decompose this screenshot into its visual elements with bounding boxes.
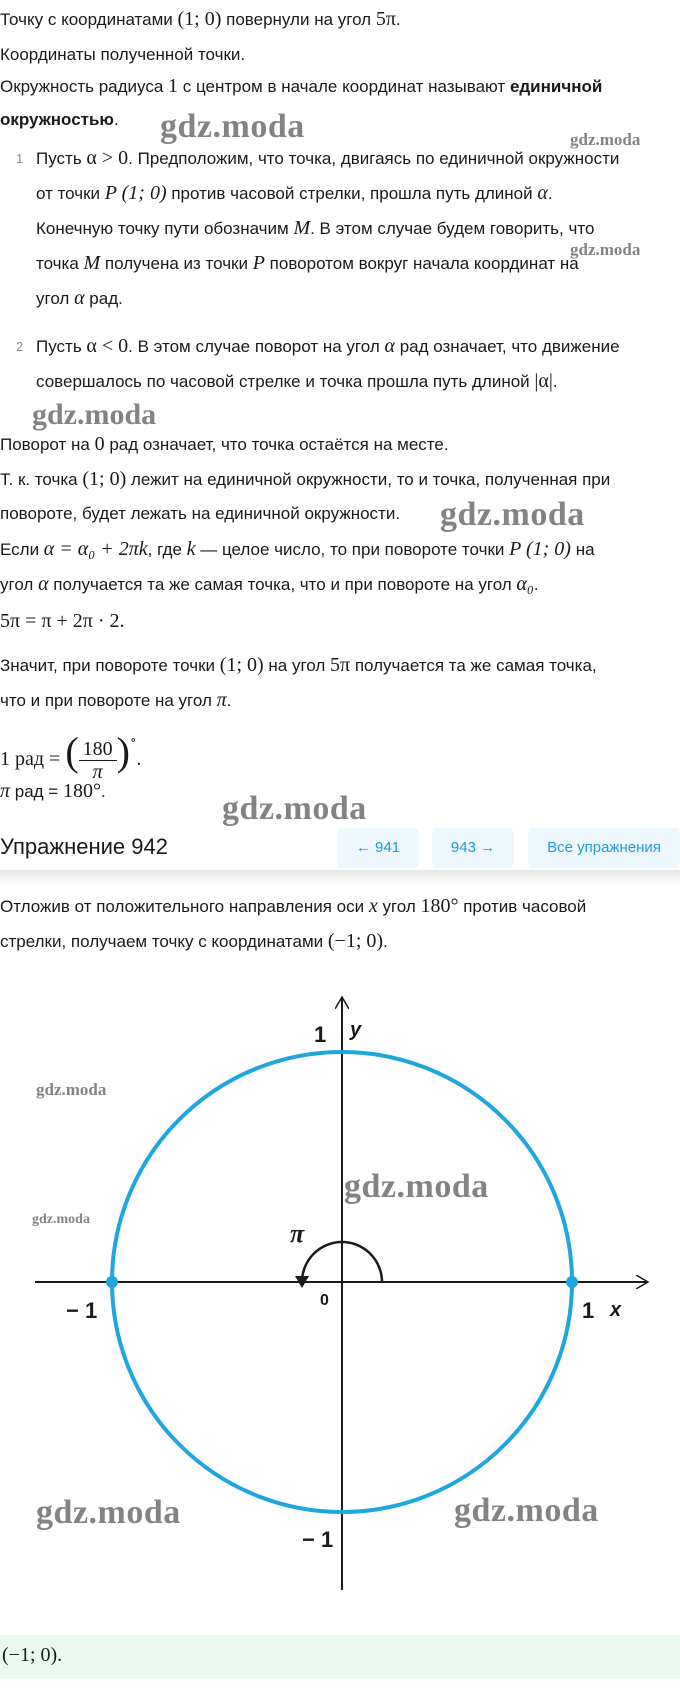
theory-para-3: повороте, будет лежать на единичной окружности. <box>0 504 401 523</box>
text: Т. к. точка <box>0 470 83 489</box>
theory-para-6 <box>0 652 597 679</box>
text: совершалось по часовой стрелке и точка прошла путь длиной <box>36 372 535 391</box>
math: 5π <box>330 654 351 676</box>
text: Поворот на <box>0 435 95 454</box>
x-neg-label: − 1 <box>66 1298 98 1323</box>
x-pos-label: 1 <box>582 1298 595 1323</box>
theory-line-2: Координаты полученной точки. <box>0 45 246 64</box>
text: . В этом случае будем говорить, что <box>310 219 595 238</box>
math: P <box>252 252 265 274</box>
theory-para-4 <box>0 536 595 563</box>
math: x <box>368 895 378 917</box>
math: α <box>384 335 395 357</box>
watermark-logo: gdz.moda <box>570 240 641 259</box>
math: 0 <box>94 433 105 455</box>
math: (1; 0) <box>219 654 264 676</box>
solution-line-1 <box>0 893 586 920</box>
text: рад означает, что точка остаётся на месте. <box>104 435 449 454</box>
text: Пусть <box>36 149 87 168</box>
angle-label-pi: π <box>290 1219 305 1248</box>
y-pos-label: 1 <box>314 1022 327 1047</box>
solution-line-2 <box>0 928 388 955</box>
theory-para-7 <box>0 687 231 714</box>
theory-para-1 <box>0 431 449 458</box>
math: π <box>216 689 227 711</box>
text: против часовой стрелки, прошла путь длиной <box>166 184 538 203</box>
text: . <box>100 782 106 801</box>
watermark-logo: gdz.moda <box>344 1168 489 1205</box>
text: . <box>533 575 539 594</box>
item2-line-2 <box>36 368 558 395</box>
math: α <box>537 182 548 204</box>
text: . В этом случае поворот на угол <box>128 337 385 356</box>
math: α > 0 <box>86 147 129 169</box>
bold-term: окружностью <box>0 110 114 129</box>
watermark-logo: gdz.moda <box>160 108 305 145</box>
text: рад. <box>84 289 123 308</box>
text: рад = <box>10 782 63 801</box>
math: π <box>0 780 11 802</box>
theory-line-3 <box>0 73 602 100</box>
math: α <box>38 573 49 595</box>
text: точка <box>36 254 84 273</box>
math: M <box>293 217 311 239</box>
item1-line-1 <box>36 145 619 172</box>
text: что и при повороте на угол <box>0 691 217 710</box>
y-axis-label: y <box>350 1019 362 1041</box>
text: . <box>547 184 553 203</box>
text: . <box>552 372 558 391</box>
text: угол <box>0 575 39 594</box>
equation-1: 5π = π + 2π · 2. <box>0 610 125 632</box>
math: P (1; 0) <box>509 538 571 560</box>
next-exercise-button[interactable]: 943 → <box>432 828 514 868</box>
theory-para-2 <box>0 466 610 493</box>
theory-para-5 <box>0 571 539 598</box>
item1-line-4 <box>36 250 579 277</box>
watermark-logo: gdz.moda <box>454 1492 599 1529</box>
text: Отложив от положительного направления оси <box>0 897 369 916</box>
text: Пусть <box>36 337 87 356</box>
math: (−1; 0) <box>327 930 384 952</box>
math: P (1; 0) <box>104 182 167 204</box>
text: Точку с координатами <box>0 10 178 29</box>
point-minus1-0 <box>106 1276 118 1288</box>
origin-label: 0 <box>320 1292 329 1309</box>
text: — целое число, то при повороте точки <box>195 540 510 559</box>
text: против часовой <box>458 897 587 916</box>
bold-term: единичной <box>509 77 603 96</box>
y-neg-label: − 1 <box>302 1527 334 1552</box>
degree-symbol: ∘ <box>130 732 137 748</box>
math: k <box>186 538 196 560</box>
text: с центром в начале координат называют <box>178 77 510 96</box>
item1-line-5 <box>36 285 123 312</box>
list-number-2: 2 <box>16 339 24 354</box>
math: (1; 0) <box>177 8 222 30</box>
item1-line-2 <box>36 180 553 207</box>
math: 5π <box>375 8 396 30</box>
text: на <box>570 540 595 559</box>
answer-text: (−1; 0). <box>2 1644 63 1666</box>
watermark-logo: gdz.moda <box>440 496 585 533</box>
text: . <box>395 10 401 29</box>
text: лежит на единичной окружности, то и точка, полученная при <box>126 470 611 489</box>
answer-box <box>0 1635 680 1679</box>
math: α₀ <box>516 573 534 595</box>
text: стрелки, получаем точку с координатами <box>0 932 328 951</box>
exercise-title: Упражнение 942 <box>0 834 168 859</box>
watermark-logo: gdz.moda <box>36 1080 107 1099</box>
equation-3 <box>0 778 106 805</box>
math: 180° <box>420 895 459 917</box>
prev-exercise-button[interactable]: ← 941 <box>337 828 419 868</box>
header-divider <box>0 870 680 886</box>
right-paren: ) <box>116 729 130 774</box>
text: Конечную точку пути обозначим <box>36 219 294 238</box>
fraction <box>79 738 117 783</box>
numerator: 180 <box>79 738 117 761</box>
text: угол <box>377 897 421 916</box>
math: . <box>136 748 142 770</box>
text: . <box>113 110 119 129</box>
watermark-logo: gdz.moda <box>32 398 157 431</box>
text: . <box>383 932 388 951</box>
text: на угол <box>263 656 331 675</box>
text: получается та же самая точка, <box>350 656 597 675</box>
text: от точки <box>36 184 105 203</box>
math: (1; 0) <box>82 468 127 490</box>
math: 180° <box>62 780 101 802</box>
math: M <box>83 252 101 274</box>
left-paren: ( <box>65 729 79 774</box>
point-1-0 <box>566 1276 578 1288</box>
text: повернули на угол <box>221 10 376 29</box>
text: Если <box>0 540 44 559</box>
list-number-1: 1 <box>16 151 24 166</box>
item1-line-3 <box>36 215 594 242</box>
text: , где <box>147 540 187 559</box>
denominator: π <box>92 761 103 784</box>
item2-line-1 <box>36 333 620 360</box>
text: рад означает, что движение <box>394 337 620 356</box>
text: поворотом вокруг начала координат на <box>264 254 579 273</box>
text: Значит, при повороте точки <box>0 656 220 675</box>
math: α < 0 <box>86 335 129 357</box>
all-exercises-button[interactable]: Все упражнения <box>528 828 680 868</box>
math: |α| <box>534 370 553 392</box>
text: получена из точки <box>100 254 253 273</box>
text: угол <box>36 289 75 308</box>
theory-line-4 <box>0 107 119 133</box>
watermark-logo: gdz.moda <box>32 1212 90 1227</box>
x-axis-label: x <box>610 1299 622 1321</box>
text: . <box>226 691 232 710</box>
text: . Предположим, что точка, двигаясь по единичной окружности <box>128 149 620 168</box>
math: α = α₀ + 2πk <box>43 538 148 560</box>
watermark-logo: gdz.moda <box>222 790 367 827</box>
watermark-logo: gdz.moda <box>570 130 641 149</box>
theory-line-1 <box>0 6 401 33</box>
watermark-logo: gdz.moda <box>36 1494 181 1531</box>
math: 1 рад = <box>0 748 66 770</box>
text: получается та же самая точка, что и при повороте на угол <box>48 575 517 594</box>
math: α <box>74 287 85 309</box>
math: 1 <box>168 75 179 97</box>
text: Окружность радиуса <box>0 77 169 96</box>
